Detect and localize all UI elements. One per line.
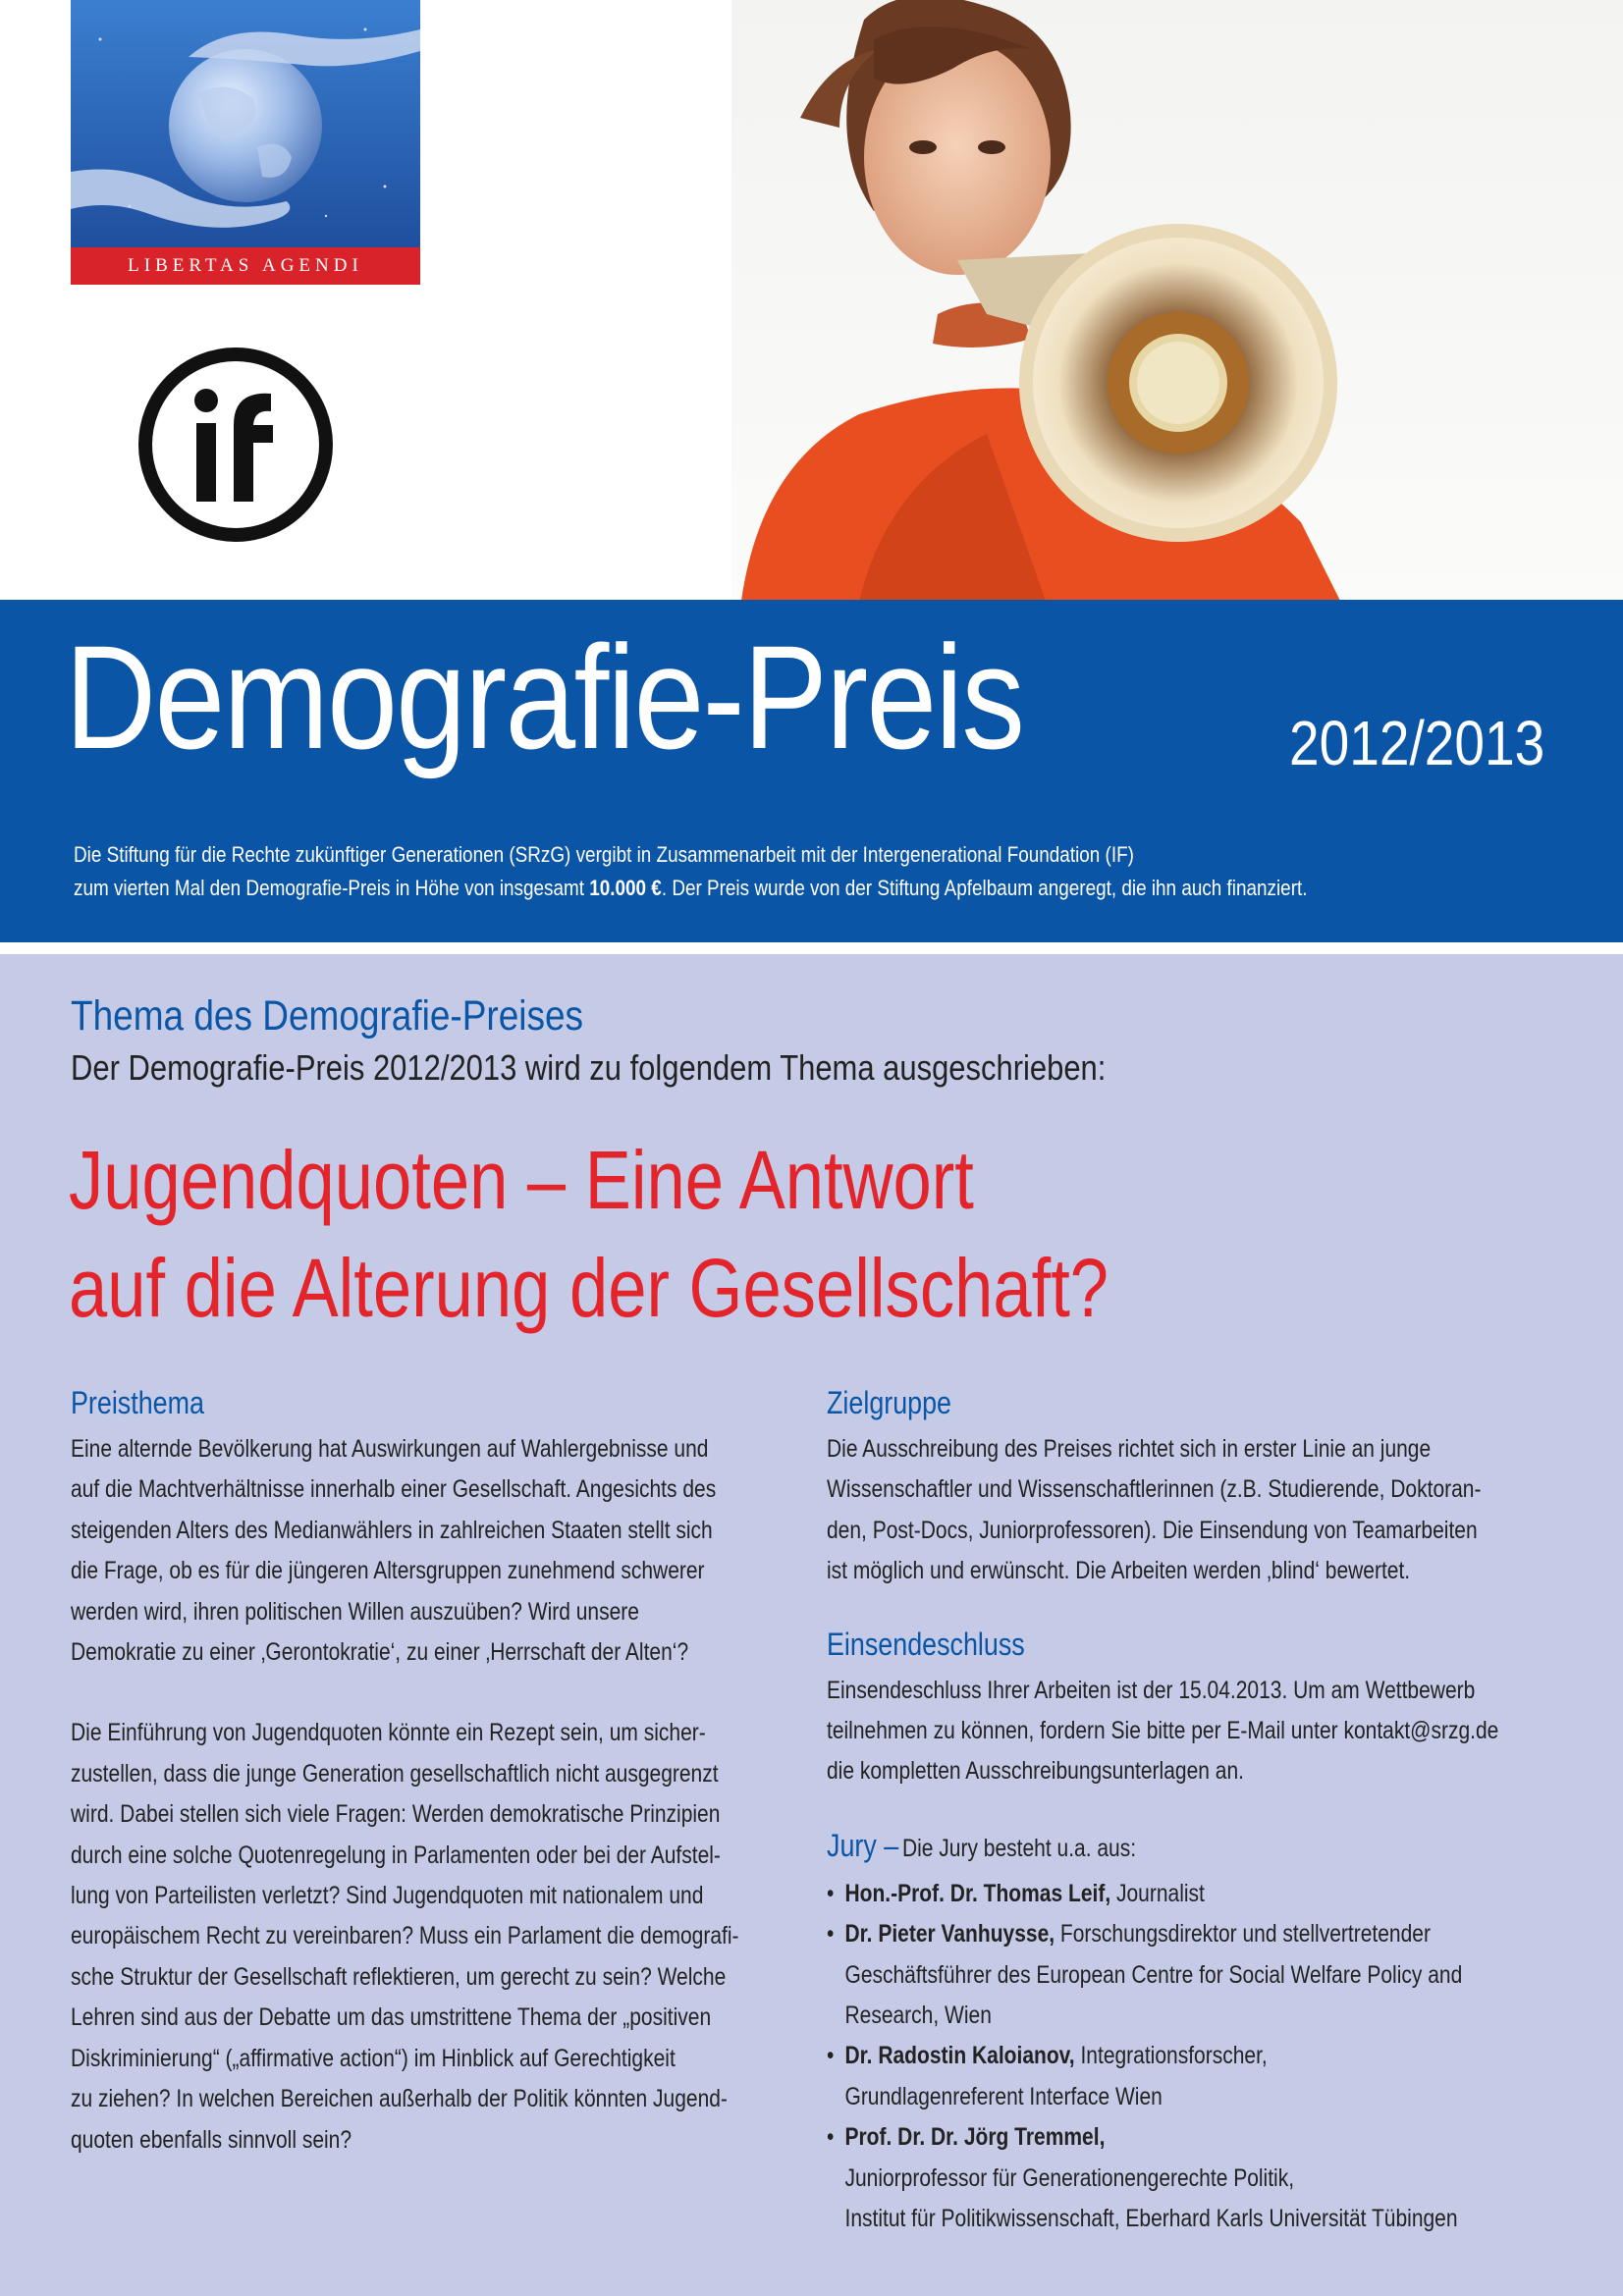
title-banner [0, 600, 1623, 942]
jury-member-role: Journalist [1110, 1879, 1205, 1907]
jury-member-role: Geschäftsführer des European Centre for Social Welfare Policy and [844, 1960, 1463, 1989]
text-line: Demokratie zu einer ‚Gerontokratie‘, zu einer ‚Herrschaft der Alten‘? [71, 1638, 689, 1667]
jury-member-role: Institut für Politikwissenschaft, Eberhard Karls Universität Tübingen [844, 2205, 1458, 2233]
bullet-icon: • [827, 1879, 835, 1907]
intro-line-2 [74, 872, 1307, 905]
text-line: zu ziehen? In welchen Bereichen außerhalb der Politik könnten Jugend- [71, 2085, 728, 2113]
preisthema-heading: Preisthema [71, 1385, 204, 1420]
text-line: werden wird, ihren politischen Willen auszuüben? Wird unsere [71, 1597, 639, 1626]
jury-member-role: Juniorprofessor für Generationengerechte Politik, [844, 2163, 1295, 2192]
text-line: quoten ebenfalls sinnvoll sein? [71, 2125, 352, 2154]
bullet-icon: • [827, 1920, 835, 1949]
text-line: Die Einführung von Jugendquoten könnte ein Rezept sein, um sicher- [71, 1719, 706, 1747]
jury-heading [827, 1826, 1453, 1872]
text-line: sche Struktur der Gesellschaft reflektieren, um gerecht zu sein? Welche [71, 1962, 727, 1991]
text-line: Diskriminierung“ („affirmative action“) im Hinblick auf Gerechtigkeit [71, 2044, 676, 2072]
jury-member-name: Dr. Pieter Vanhuysse, [844, 1920, 1055, 1949]
intro-line-1: Die Stiftung für die Rechte zukünftiger Generationen (SRzG) vergibt in Zusammenarbeit mit der Intergenerational Foundation (IF) [74, 842, 1134, 867]
prize-amount: 10.000 € [589, 876, 662, 900]
zielgruppe-heading: Zielgruppe [827, 1385, 952, 1420]
jury-member-role: Integrationsforscher, [1074, 2042, 1268, 2070]
intro-text [74, 838, 1307, 905]
divider [0, 942, 1623, 954]
theme-headline [69, 1126, 1109, 1342]
text-line: die kompletten Ausschreibungsunterlagen an. [827, 1757, 1244, 1786]
jury-member [827, 1914, 1463, 2036]
zielgruppe-text [827, 1429, 1482, 1592]
jury-member-name: Dr. Radostin Kaloianov, [844, 2042, 1075, 2070]
jury-title: Jury – [827, 1827, 899, 1863]
text-line: durch eine solche Quotenregelung in Parlamenten oder bei der Aufstel- [71, 1841, 721, 1869]
content-area [0, 954, 1623, 2296]
headline-line-1: Jugendquoten – Eine Antwort [69, 1134, 974, 1226]
jury-member-role: Grundlagenreferent Interface Wien [844, 2082, 1163, 2110]
text-line: lung von Parteilisten verletzt? Sind Jugendquoten mit nationalem und [71, 1882, 704, 1910]
jury-member-name: Hon.-Prof. Dr. Thomas Leif, [844, 1879, 1111, 1907]
einsendeschluss-heading: Einsendeschluss [827, 1626, 1025, 1662]
bullet-icon: • [827, 2042, 835, 2070]
theme-title: Thema des Demografie-Preises [71, 992, 584, 1040]
text-line: Eine alternde Bevölkerung hat Auswirkungen auf Wahlergebnisse und [71, 1435, 709, 1463]
if-logo [137, 347, 334, 543]
intro-line-2-end: . Der Preis wurde von der Stiftung Apfelbaum angeregt, die ihn auch finanziert. [661, 876, 1308, 900]
jury-member [827, 1874, 1453, 1914]
title-years: 2012/2013 [1289, 708, 1545, 778]
theme-subtitle: Der Demografie-Preis 2012/2013 wird zu folgendem Thema ausgeschrieben: [71, 1047, 1107, 1088]
globe-hands-image [71, 0, 420, 247]
text-line: auf die Machtverhältnisse innerhalb einer Gesellschaft. Angesichts des [71, 1475, 717, 1504]
preisthema-paragraph-2 [71, 1713, 739, 2160]
einsendeschluss-text [827, 1671, 1499, 1792]
jury-member [827, 2117, 1458, 2239]
jury-member [827, 2036, 1453, 2117]
headline-line-2: auf die Alterung der Gesellschaft? [69, 1242, 1109, 1334]
libertas-agendi-logo [71, 0, 420, 285]
text-line: zustellen, dass die junge Generation gesellschaftlich nicht ausgegrenzt [71, 1759, 719, 1788]
text-line: den, Post-Docs, Juniorprofessoren). Die Einsendung von Teamarbeiten [827, 1516, 1478, 1544]
jury-member-role: Forschungsdirektor und stellvertretender [1055, 1920, 1431, 1949]
libertas-agendi-label: LIBERTAS AGENDI [71, 247, 420, 285]
text-line: ist möglich und erwünscht. Die Arbeiten werden ‚blind‘ bewertet. [827, 1557, 1411, 1585]
bullet-icon: • [827, 2123, 835, 2152]
left-column [71, 1384, 787, 2161]
intro-line-2-start: zum vierten Mal den Demografie-Preis in Höhe von insgesamt [74, 876, 590, 900]
text-line: Die Ausschreibung des Preises richtet sich in erster Linie an junge [827, 1435, 1432, 1463]
jury-member-role: Research, Wien [844, 2002, 992, 2030]
text-line: steigenden Alters des Medianwählers in zahlreichen Staaten stellt sich [71, 1516, 713, 1544]
text-line: die Frage, ob es für die jüngeren Altersgruppen zunehmend schwerer [71, 1557, 705, 1585]
text-line: Lehren sind aus der Debatte um das umstrittene Thema der „positiven [71, 2003, 712, 2032]
right-column [827, 1384, 1573, 2240]
megaphone-photo [731, 0, 1623, 601]
jury-list [827, 1874, 1463, 2240]
jury-member-name: Prof. Dr. Dr. Jörg Tremmel, [844, 2123, 1106, 2152]
text-line: Wissenschaftler und Wissenschaftlerinnen (z.B. Studierende, Doktoran- [827, 1475, 1482, 1504]
text-line: teilnehmen zu können, fordern Sie bitte per E-Mail unter kontakt@srzg.de [827, 1717, 1499, 1745]
jury-intro: Die Jury besteht u.a. aus: [901, 1834, 1137, 1862]
text-line: europäischem Recht zu vereinbaren? Muss ein Parlament die demografi- [71, 1922, 739, 1950]
text-line: wird. Dabei stellen sich viele Fragen: Werden demokratische Prinzipien [71, 1800, 721, 1829]
text-line: Einsendeschluss Ihrer Arbeiten ist der 15.04.2013. Um am Wettbewerb [827, 1676, 1476, 1704]
page-title: Demografie-Preis [65, 614, 1024, 779]
preisthema-paragraph-1 [71, 1429, 717, 1673]
